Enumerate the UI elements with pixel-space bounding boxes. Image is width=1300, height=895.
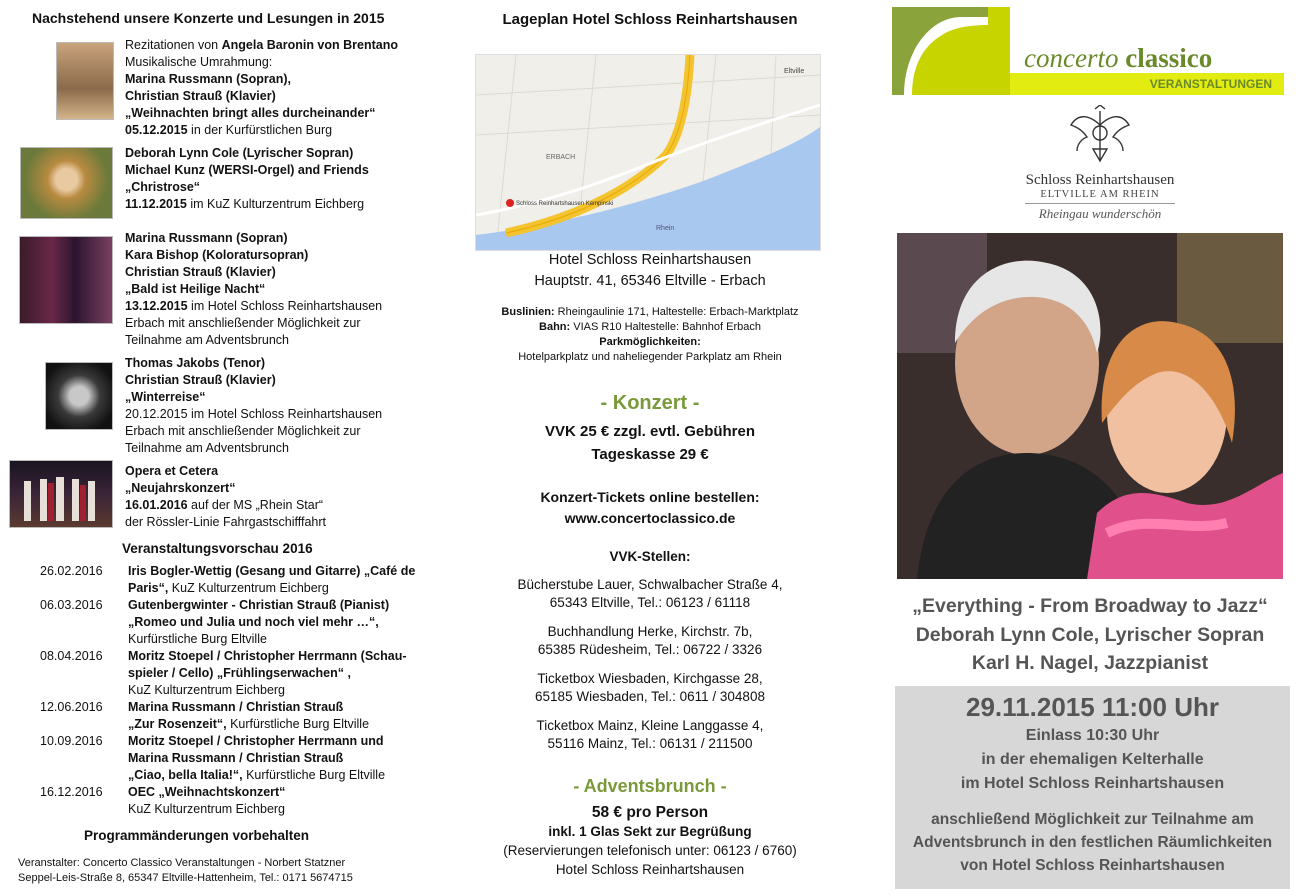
preview-list: [40, 563, 420, 818]
photo-deborah-lynn-cole: [20, 147, 113, 219]
logo-subtitle: VERANSTALTUNGEN: [1149, 77, 1272, 91]
preview-heading: Veranstaltungsvorschau 2016: [122, 541, 313, 556]
event-venue: Einlass 10:30 Uhr in der ehemaligen Kelterhalle im Hotel Schloss Reinhartshausen: [960, 727, 1225, 792]
left-column: [0, 0, 440, 895]
event-details-box: [895, 686, 1290, 889]
location-map[interactable]: [475, 54, 821, 251]
eagle-crest-icon: [1065, 105, 1135, 167]
preview-item: 12.06.2016 Marina Russmann / Christian Strauß „Zur Rosenzeit“, Kurfürstliche Burg Eltville: [40, 700, 370, 731]
right-column: [880, 0, 1300, 895]
preview-item: 16.12.2016 OEC „Weihnachtskonzert“ KuZ Kulturzentrum Eichberg: [40, 785, 286, 816]
performers-silhouettes: [10, 461, 112, 527]
organizer-info: Veranstalter: Concerto Classico Veranstaltungen - Norbert Statzner Seppel-Leis-Straße 8, 65347 Eltville-Hattenheim, Tel.: 0171 5674715: [18, 857, 353, 884]
ticket-prices: VVK 25 € zzgl. evtl. Gebühren Tageskasse 29 €: [544, 423, 756, 463]
vvk-stellen-list: [455, 576, 845, 753]
website-link[interactable]: www.concertoclassico.de: [564, 510, 736, 526]
event-2: Deborah Lynn Cole (Lyrischer Sopran) Michael Kunz (WERSI-Orgel) and Friends „Christrose“ 11.12.2015 im KuZ Kulturzentrum Eichberg: [125, 146, 369, 211]
photo-russmann-bishop: [19, 236, 113, 324]
vvk-stelle: Ticketbox Mainz, Kleine Langgasse 4, 55116 Mainz, Tel.: 06131 / 211500: [536, 718, 764, 751]
middle-column: [455, 0, 845, 895]
logo-wordmark: concerto classico: [1024, 43, 1213, 73]
performers-photo: [897, 233, 1283, 579]
event-datetime: 29.11.2015 11:00 Uhr: [966, 692, 1219, 722]
online-tickets: Konzert-Tickets online bestellen: www.concertoclassico.de: [455, 487, 845, 529]
svg-text:Schloss Reinhartshausen Kempin: Schloss Reinhartshausen Kempinski: [516, 201, 614, 207]
vvk-stelle: Ticketbox Wiesbaden, Kirchgasse 28, 65185 Wiesbaden, Tel.: 0611 / 304808: [535, 671, 765, 704]
preview-item: 06.03.2016 Gutenbergwinter - Christian Strauß (Pianist) „Romeo und Julia und noch viel mehr …“, Kurfürstliche Burg Eltville: [40, 598, 390, 646]
changes-note: Programmänderungen vorbehalten: [84, 828, 310, 843]
concert-title: „Everything - From Broadway to Jazz“ Deborah Lynn Cole, Lyrischer Sopran Karl H. Nagel, Jazzpianist: [912, 595, 1268, 674]
svg-text:Eltville: Eltville: [784, 68, 805, 75]
preview-item: 08.04.2016 Moritz Stoepel / Christopher Herrmann (Schau- spieler / Cello) „Frühlingserwachen“ , KuZ Kulturzentrum Eichberg: [40, 649, 407, 697]
photo-opera-et-cetera: [9, 460, 113, 528]
svg-text:ERBACH: ERBACH: [546, 154, 576, 161]
concerto-classico-logo: [892, 7, 1284, 95]
performers-illustration: [897, 233, 1283, 579]
photo-angela-von-brentano: [56, 42, 114, 120]
map-graphic: [476, 55, 820, 250]
konzert-heading: - Konzert -: [600, 392, 700, 414]
preview-item: 10.09.2016 Moritz Stoepel / Christopher Herrmann und Marina Russmann / Christian Strauß „Ciao, bella Italia!“, Kurfürstliche Burg Eltville: [40, 734, 386, 782]
brunch-info: 58 € pro Person inkl. 1 Glas Sekt zur Begrüßung (Reservierungen telefonisch unter: 06123 / 6760) Hotel Schloss Reinhartshausen: [503, 804, 797, 877]
event-3: Marina Russmann (Sopran) Kara Bishop (Koloratursopran) Christian Strauß (Klavier) „Bald ist Heilige Nacht“ 13.12.2015 im Hotel Schloss Reinhartshausen Erbach mit anschließender Möglichkeit zur Teilnahme am Adventsbrunch: [125, 231, 383, 347]
event-1: Rezitationen von Angela Baronin von Brentano Musikalische Umrahmung: Marina Russmann (Sopran), Christian Strauß (Klavier) „Weihnachten bringt alles durcheinander“ 05.12.2015 in der Kurfürstlichen Burg: [125, 38, 398, 137]
vvk-stelle: Bücherstube Lauer, Schwalbacher Straße 4, 65343 Eltville, Tel.: 06123 / 61118: [517, 577, 783, 610]
event-4: Thomas Jakobs (Tenor) Christian Strauß (Klavier) „Winterreise“ 20.12.2015 im Hotel Schloss Reinhartshausen Erbach mit anschließender Möglichkeit zur Teilnahme am Adventsbrunch: [125, 356, 383, 455]
svg-text:Rhein: Rhein: [656, 225, 675, 232]
vvk-stellen-heading: VVK-Stellen:: [609, 549, 691, 564]
schloss-logo: Schloss Reinhartshausen ELTVILLE AM RHEIN Rheingau wunderschön: [990, 105, 1210, 225]
brunch-option: anschließend Möglichkeit zur Teilnahme am Adventsbrunch in den festlichen Räumlichkeiten von Hotel Schloss Reinhartshausen: [912, 811, 1273, 874]
brunch-heading: - Adventsbrunch -: [573, 776, 727, 796]
event-5: Opera et Cetera „Neujahrskonzert“ 16.01.2016 auf der MS „Rhein Star“ der Rössler-Linie Fahrgastschifffahrt: [125, 464, 327, 529]
vvk-stelle: Buchhandlung Herke, Kirchstr. 7b, 65385 Rüdesheim, Tel.: 06722 / 3326: [537, 624, 763, 657]
map-heading: Lageplan Hotel Schloss Reinhartshausen: [502, 11, 798, 28]
concerts-heading: Nachstehend unsere Konzerte und Lesungen in 2015: [32, 10, 385, 26]
transport-info: Buslinien: Rheingaulinie 171, Haltestelle: Erbach-Marktplatz Bahn: VIAS R10 Haltestelle: Bahnhof Erbach Parkmöglichkeiten: Hotelparkplatz und naheliegender Parkplatz am Rhein: [501, 306, 799, 363]
preview-item: 26.02.2016 Iris Bogler-Wettig (Gesang und Gitarre) „Café de Paris“, KuZ Kulturzentrum Eichberg: [40, 564, 416, 595]
photo-thomas-jakobs: [45, 362, 113, 430]
hotel-address: Hotel Schloss Reinhartshausen Hauptstr. 41, 65346 Eltville - Erbach: [534, 252, 766, 289]
